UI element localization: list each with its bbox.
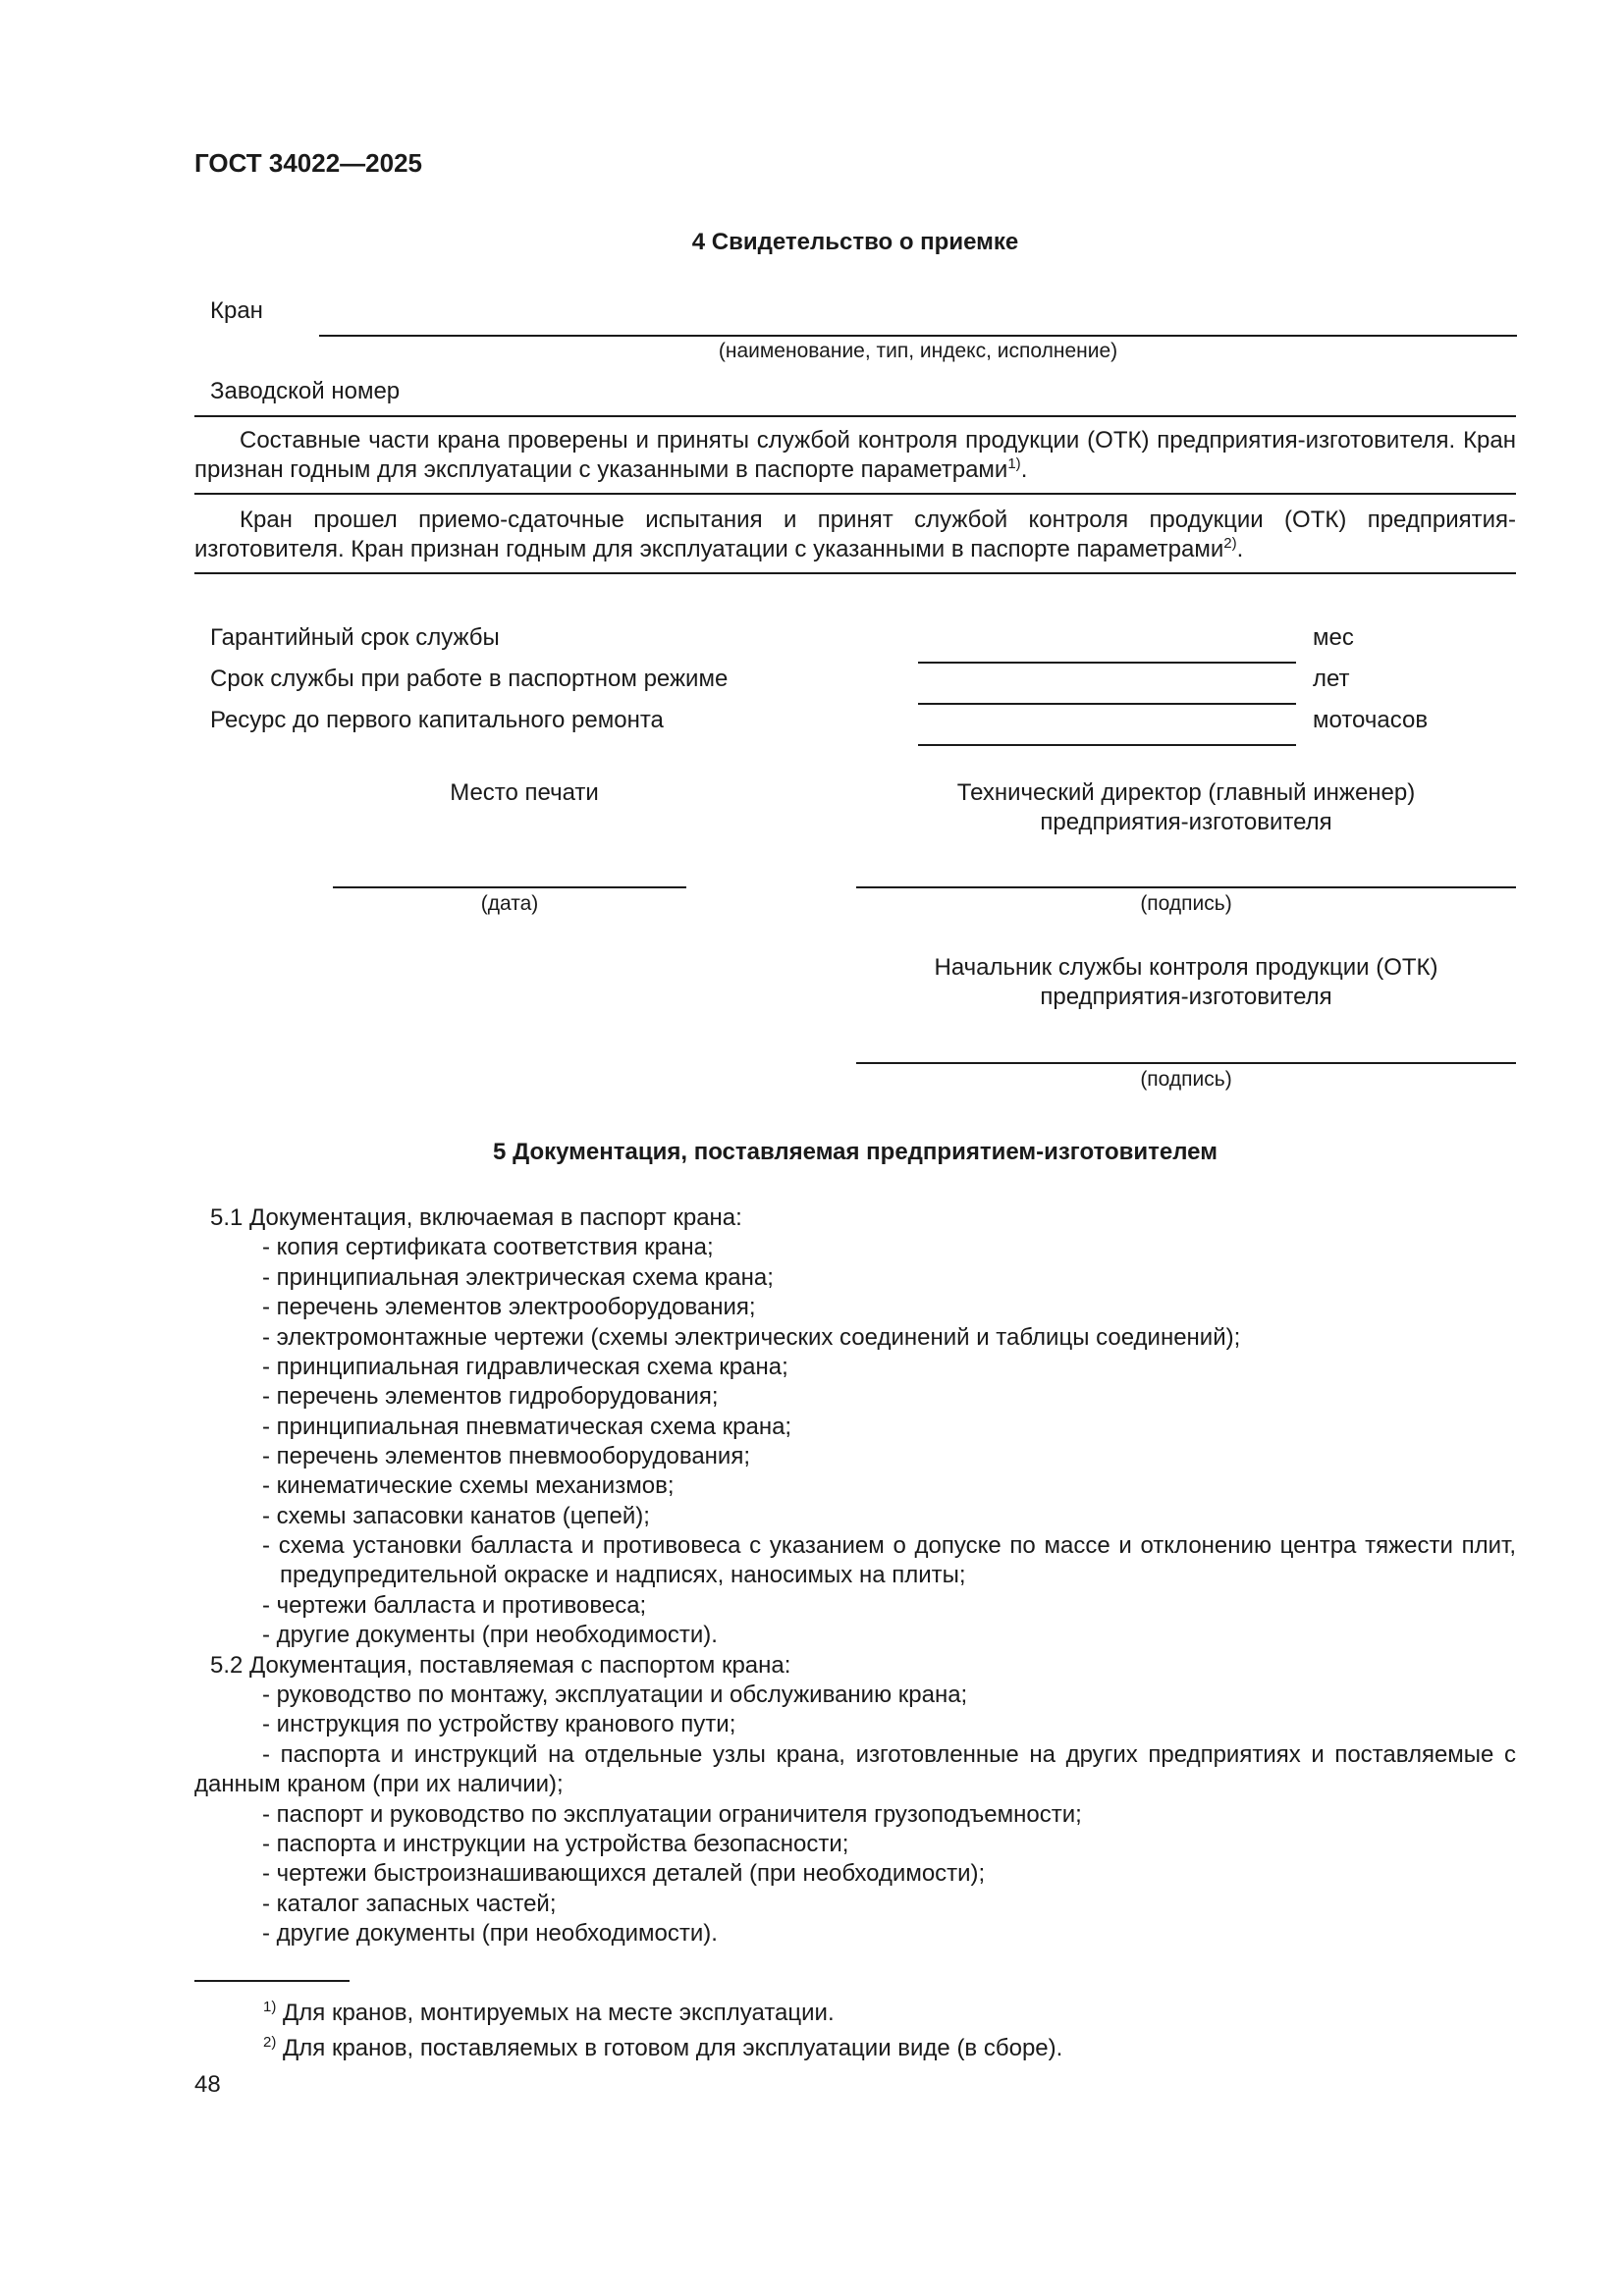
subsection-5-2-heading: 5.2 Документация, поставляемая с паспортом крана:	[210, 1652, 791, 1679]
warranty-term-label: Гарантийный срок службы	[210, 624, 500, 651]
stamp-place-label: Место печати	[450, 779, 599, 806]
signature-caption: (подпись)	[1140, 892, 1232, 915]
footnote-mark: 2)	[263, 2034, 277, 2051]
date-caption: (дата)	[480, 892, 539, 915]
qc-head-subtitle: предприятия-изготовителя	[1040, 984, 1332, 1010]
list-item: - копия сертификата соответствия крана;	[262, 1234, 714, 1260]
subsection-5-1-heading: 5.1 Документация, включаемая в паспорт крана:	[210, 1204, 742, 1231]
list-item-components: - паспорта и инструкций на отдельные узлы крана, изготовленные на других предприятиях и поставляемые с данным краном (при их наличии);	[194, 1741, 1516, 1797]
page-number: 48	[194, 2071, 221, 2098]
list-item: - паспорта и инструкции на устройства безопасности;	[262, 1831, 849, 1857]
footnote-1	[263, 1999, 835, 2028]
overhaul-resource-field[interactable]	[918, 744, 1296, 746]
list-item: - чертежи быстроизнашивающихся деталей (при необходимости);	[262, 1860, 986, 1887]
section-4-title: 4 Свидетельство о приемке	[691, 229, 1019, 255]
footnote-ref-1: 1)	[1007, 455, 1021, 472]
signature-caption: (подпись)	[1140, 1068, 1232, 1091]
list-item: - другие документы (при необходимости).	[262, 1622, 718, 1648]
service-life-field[interactable]	[918, 703, 1296, 705]
list-item: - принципиальная электрическая схема крана;	[262, 1264, 774, 1291]
list-item: - инструкция по устройству кранового пути;	[262, 1711, 736, 1737]
list-item: - другие документы (при необходимости).	[262, 1920, 718, 1947]
acceptance-paragraph-1: Составные части крана проверены и приняты службой контроля продукции (ОТК) предприятия-изготовителя. Кран признан годным для эксплуатации с указанными в паспорте параметрами$^{1)}$.	[194, 427, 1516, 483]
footnote-mark: 1)	[263, 1999, 277, 2015]
list-item: - перечень элементов пневмооборудования;	[262, 1443, 750, 1469]
crane-label: Кран	[210, 297, 263, 324]
crane-field-line[interactable]	[319, 335, 1517, 337]
list-item: - перечень элементов гидроборудования;	[262, 1383, 719, 1410]
warranty-term-unit: мес	[1313, 624, 1354, 651]
date-field-line[interactable]	[333, 886, 686, 888]
qc-head-title: Начальник службы контроля продукции (ОТК)	[934, 954, 1438, 981]
tech-director-subtitle: предприятия-изготовителя	[1040, 809, 1332, 835]
qc-head-signature-line[interactable]	[856, 1062, 1516, 1064]
list-item: - электромонтажные чертежи (схемы электрических соединений и таблицы соединений);	[262, 1324, 1241, 1351]
list-item: - паспорт и руководство по эксплуатации ограничителя грузоподъемности;	[262, 1801, 1082, 1828]
service-life-label: Срок службы при работе в паспортном режиме	[210, 666, 729, 692]
overhaul-resource-label: Ресурс до первого капитального ремонта	[210, 707, 664, 733]
list-item: - принципиальная пневматическая схема крана;	[262, 1414, 792, 1440]
serial-number-label: Заводской номер	[210, 378, 401, 404]
acceptance-paragraph-2: Кран прошел приемо-сдаточные испытания и принят службой контроля продукции (ОТК) предприятия-изготовителя. Кран признан годным для эксплуатации с указанными в паспорте параметрами$^{2)}$.	[194, 507, 1516, 562]
list-item: - кинематические схемы механизмов;	[262, 1472, 675, 1499]
list-item: - каталог запасных частей;	[262, 1891, 557, 1917]
list-item: - чертежи балласта и противовеса;	[262, 1592, 647, 1619]
list-item-ballast: - схема установки балласта и противовеса с указанием о допуске по массе и отклонению центра тяжести плит, предупредительной окраске и надписях, наносимых на плиты;	[262, 1532, 1516, 1588]
divider-line	[194, 572, 1516, 574]
divider-line	[194, 493, 1516, 495]
footnote-separator	[194, 1980, 350, 1982]
list-item: - руководство по монтажу, эксплуатации и обслуживанию крана;	[262, 1682, 968, 1708]
tech-director-signature-line[interactable]	[856, 886, 1516, 888]
list-item: - схемы запасовки канатов (цепей);	[262, 1503, 650, 1529]
tech-director-title: Технический директор (главный инженер)	[956, 779, 1416, 806]
footnote-text: Для кранов, монтируемых на месте эксплуатации.	[283, 2000, 835, 2026]
footnote-2	[263, 2034, 1062, 2063]
warranty-term-field[interactable]	[918, 662, 1296, 664]
footnote-ref-2: 2)	[1223, 535, 1237, 552]
crane-field-caption: (наименование, тип, индекс, исполнение)	[718, 340, 1118, 362]
overhaul-resource-unit: моточасов	[1313, 707, 1429, 733]
service-life-unit: лет	[1313, 666, 1350, 692]
section-5-title: 5 Документация, поставляемая предприятием-изготовителем	[493, 1139, 1218, 1165]
footnote-text: Для кранов, поставляемых в готовом для эксплуатации виде (в сборе).	[283, 2035, 1063, 2061]
serial-field-line[interactable]	[194, 415, 1516, 417]
list-item: - принципиальная гидравлическая схема крана;	[262, 1354, 788, 1380]
document-header: ГОСТ 34022—2025	[194, 148, 422, 178]
list-item: - перечень элементов электрооборудования;	[262, 1294, 756, 1320]
